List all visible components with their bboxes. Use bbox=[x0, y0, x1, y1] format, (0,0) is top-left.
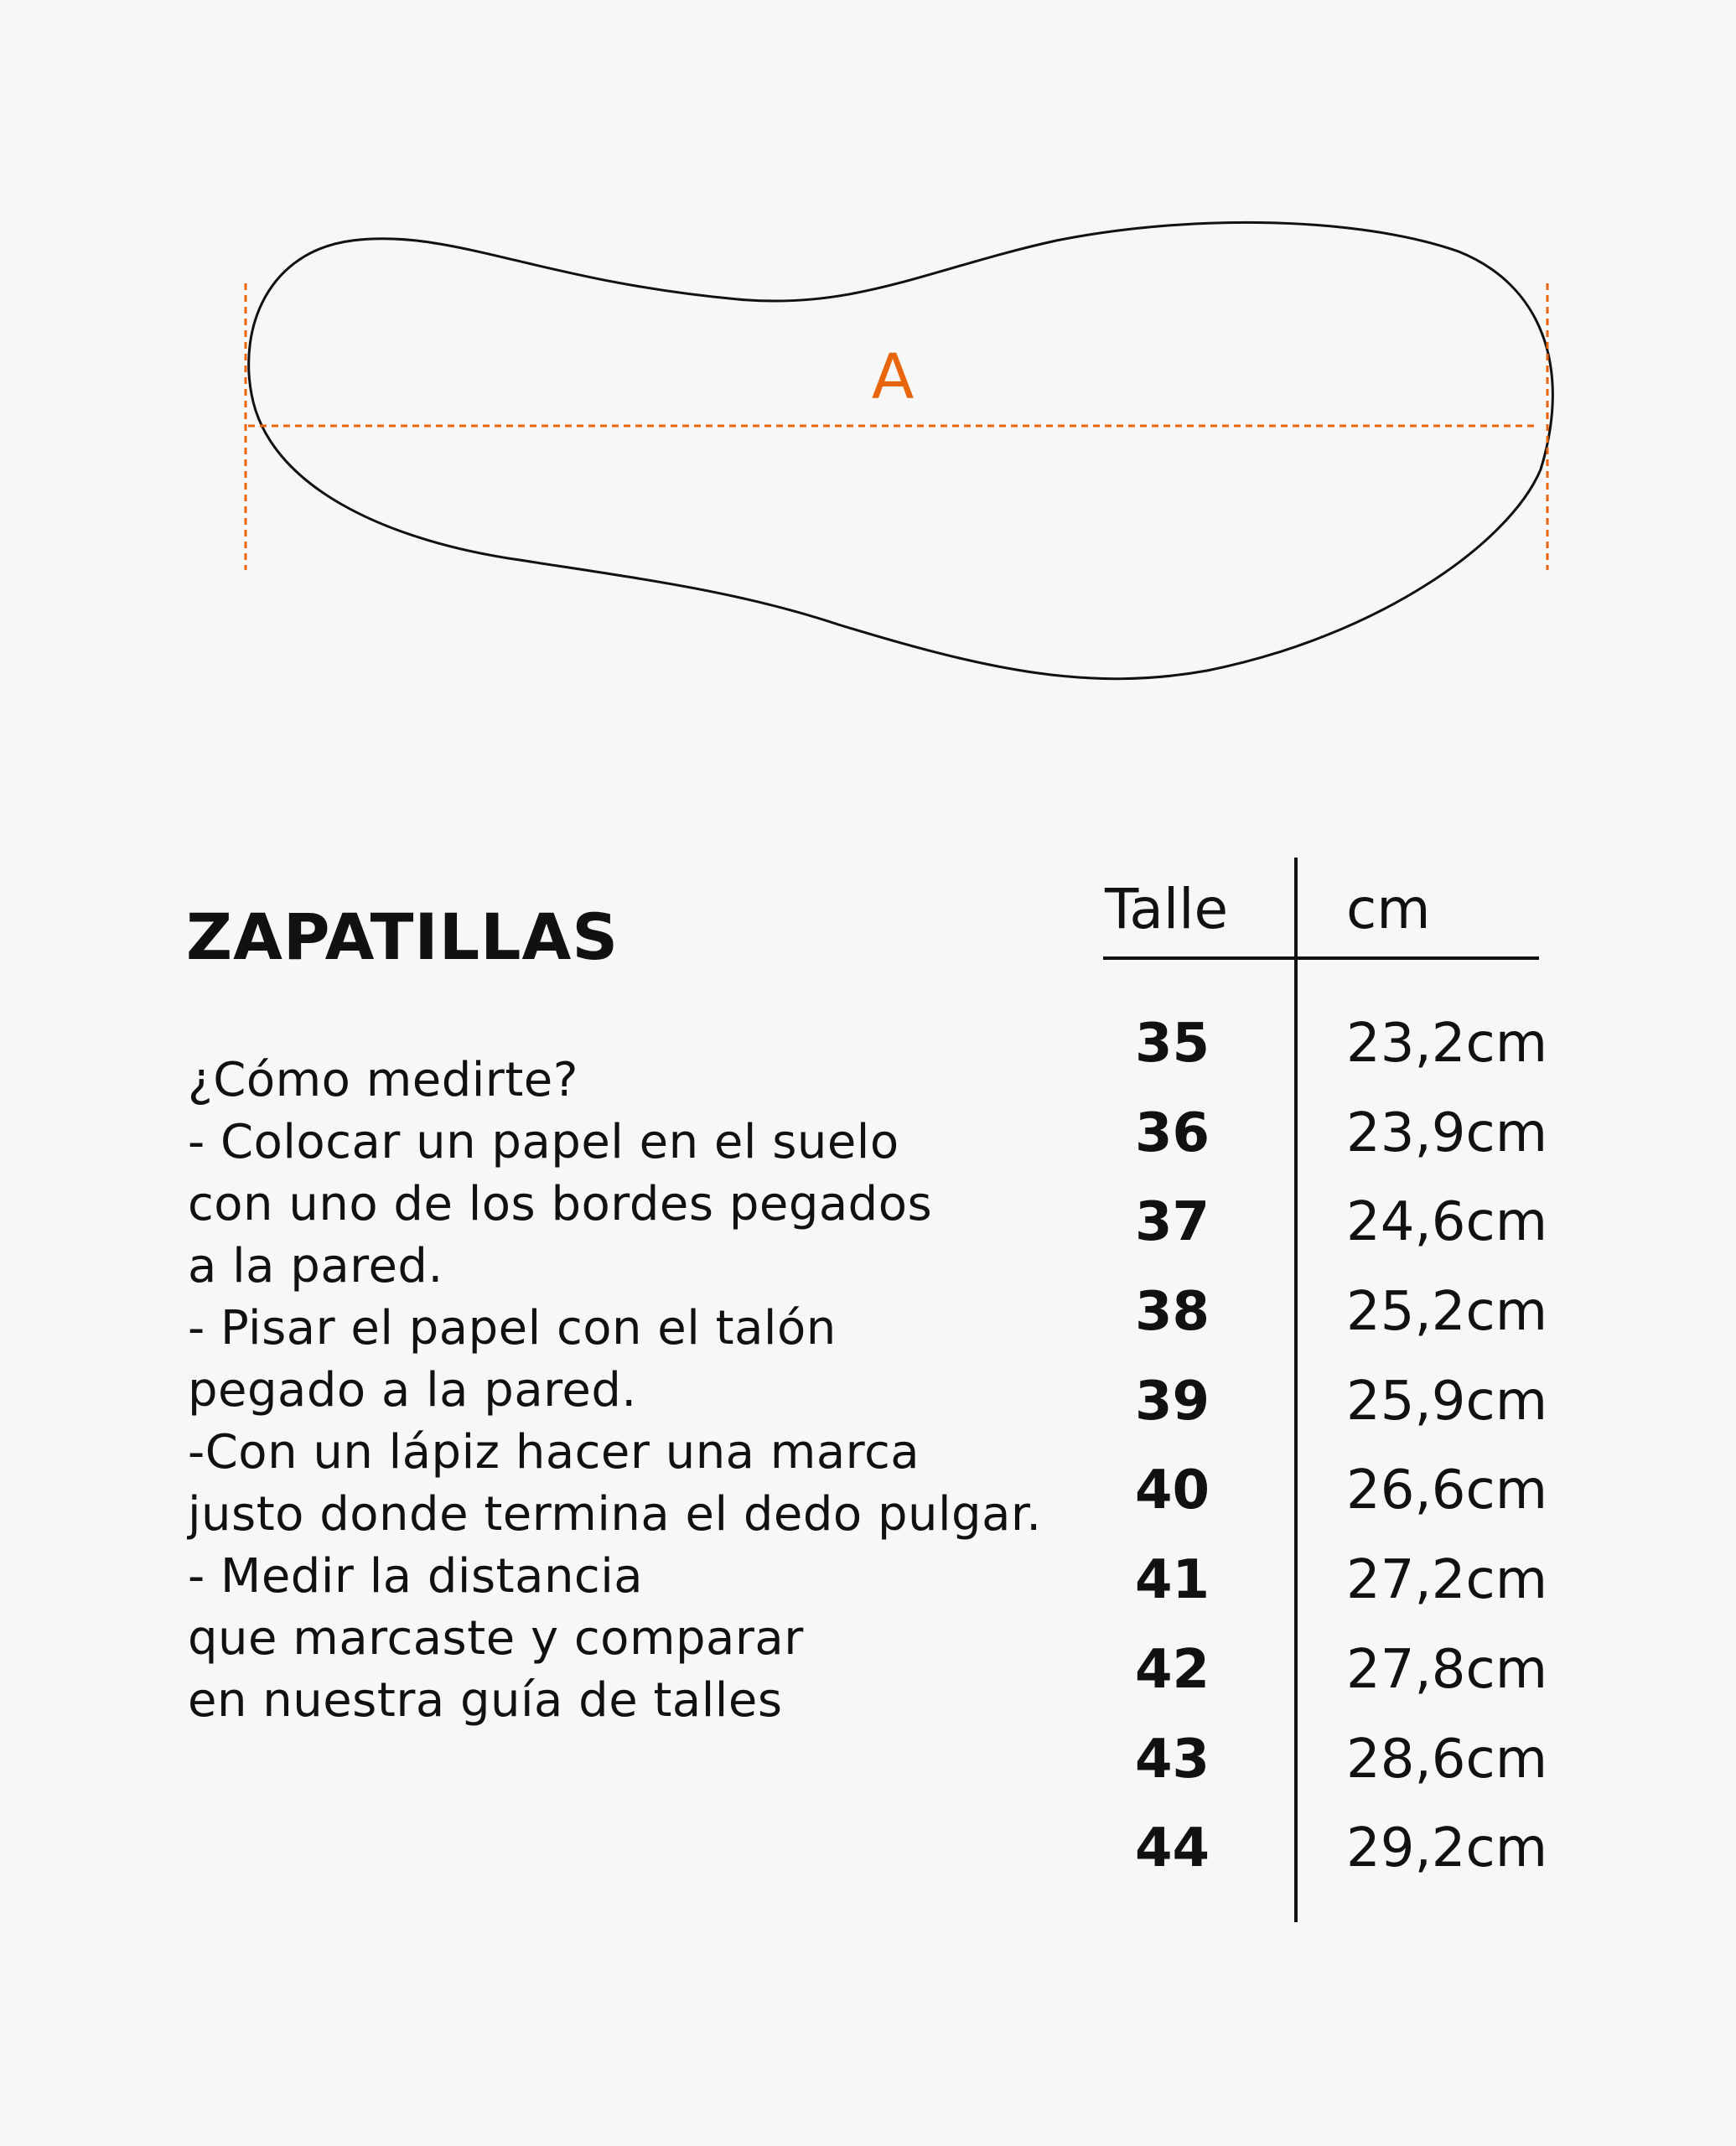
size-table bbox=[1103, 858, 1548, 1922]
table-row bbox=[1103, 1002, 1548, 1091]
instruction-line: - Pisar el papel con el talón bbox=[188, 1301, 837, 1356]
length-cell: 27,2cm bbox=[1346, 1549, 1548, 1612]
length-cell: 27,8cm bbox=[1346, 1638, 1548, 1701]
length-cell: 25,2cm bbox=[1346, 1281, 1548, 1344]
size-cell: 35 bbox=[1135, 1013, 1210, 1075]
table-row bbox=[1103, 1180, 1548, 1270]
size-cell: 44 bbox=[1135, 1817, 1210, 1880]
header-size: Talle bbox=[1105, 877, 1229, 941]
measuring-instructions bbox=[188, 1050, 1043, 1732]
instruction-line: justo donde termina el dedo pulgar. bbox=[188, 1487, 1042, 1542]
instruction-line: - Medir la distancia bbox=[188, 1549, 644, 1604]
foot-outline bbox=[249, 222, 1553, 678]
size-cell: 41 bbox=[1135, 1549, 1210, 1612]
table-row bbox=[1103, 1360, 1548, 1449]
instruction-line: a la pared. bbox=[188, 1239, 443, 1293]
length-cell: 25,9cm bbox=[1346, 1370, 1548, 1433]
table-row bbox=[1103, 1091, 1548, 1181]
header-rule bbox=[1103, 956, 1539, 960]
length-cell: 23,2cm bbox=[1346, 1013, 1548, 1075]
size-cell: 37 bbox=[1135, 1191, 1210, 1254]
table-row bbox=[1103, 1270, 1548, 1360]
instruction-line: pegado a la pared. bbox=[188, 1363, 637, 1418]
size-rows bbox=[1103, 1002, 1548, 1896]
instruction-line: con uno de los bordes pegados bbox=[188, 1177, 933, 1231]
length-cell: 26,6cm bbox=[1346, 1459, 1548, 1522]
instruction-line: en nuestra guía de talles bbox=[188, 1673, 783, 1728]
length-cell: 28,6cm bbox=[1346, 1728, 1548, 1791]
instruction-line: que marcaste y comparar bbox=[188, 1611, 804, 1666]
size-cell: 43 bbox=[1135, 1728, 1210, 1791]
table-row bbox=[1103, 1718, 1548, 1807]
table-row bbox=[1103, 1806, 1548, 1896]
length-cell: 23,9cm bbox=[1346, 1102, 1548, 1164]
page-title: ZAPATILLAS bbox=[186, 899, 619, 974]
instruction-line: - Colocar un papel en el suelo bbox=[188, 1115, 899, 1169]
length-cell: 24,6cm bbox=[1346, 1191, 1548, 1254]
size-cell: 36 bbox=[1135, 1102, 1210, 1164]
table-row bbox=[1103, 1538, 1548, 1628]
table-row bbox=[1103, 1628, 1548, 1718]
length-cell: 29,2cm bbox=[1346, 1817, 1548, 1880]
size-cell: 39 bbox=[1135, 1370, 1210, 1433]
header-length: cm bbox=[1346, 877, 1431, 941]
foot-diagram bbox=[0, 0, 1736, 754]
instruction-line: ¿Cómo medirte? bbox=[188, 1053, 578, 1107]
size-cell: 38 bbox=[1135, 1281, 1210, 1344]
measure-label-a: A bbox=[871, 341, 915, 413]
size-cell: 40 bbox=[1135, 1459, 1210, 1522]
table-row bbox=[1103, 1449, 1548, 1538]
instruction-line: -Con un lápiz hacer una marca bbox=[188, 1425, 920, 1480]
size-cell: 42 bbox=[1135, 1638, 1210, 1701]
